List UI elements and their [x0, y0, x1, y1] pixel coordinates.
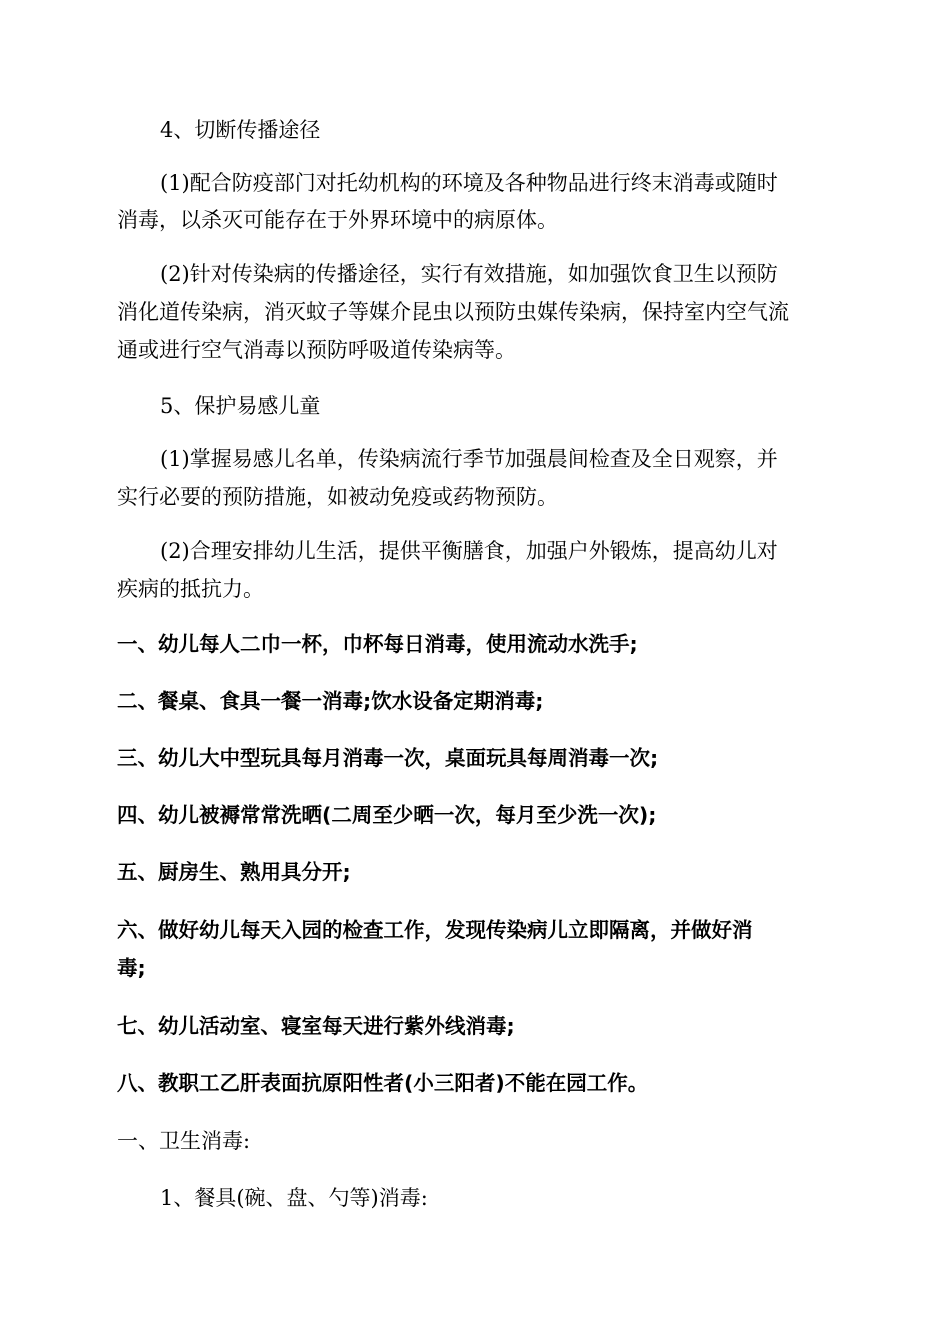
paragraph-line: 消毒，以杀灭可能存在于外界环境中的病原体。	[117, 208, 558, 232]
paragraph-line: (2)针对传染病的传播途径，实行有效措施，如加强饮食卫生以预防	[160, 262, 778, 286]
rule-item: 二、餐桌、食具一餐一消毒;饮水设备定期消毒;	[117, 689, 544, 713]
rule-item: 三、幼儿大中型玩具每月消毒一次，桌面玩具每周消毒一次;	[117, 746, 659, 770]
paragraph-line: (2)合理安排幼儿生活，提供平衡膳食，加强户外锻炼，提高幼儿对	[160, 539, 778, 563]
rule-item: 八、教职工乙肝表面抗原阳性者(小三阳者)不能在园工作。	[117, 1071, 649, 1095]
paragraph-line: 通或进行空气消毒以预防呼吸道传染病等。	[117, 338, 516, 362]
paragraph-line: 实行必要的预防措施，如被动免疫或药物预防。	[117, 485, 558, 509]
rule-item: 五、厨房生、熟用具分开;	[117, 860, 351, 884]
section-heading: 一、卫生消毒:	[117, 1129, 251, 1153]
paragraph-line: (1)掌握易感儿名单，传染病流行季节加强晨间检查及全日观察，并	[160, 447, 778, 471]
rule-item: 一、幼儿每人二巾一杯，巾杯每日消毒，使用流动水洗手;	[117, 632, 638, 656]
rule-item: 七、幼儿活动室、寝室每天进行紫外线消毒;	[117, 1014, 515, 1038]
section-heading: 5、保护易感儿童	[160, 394, 321, 418]
paragraph-line: 疾病的抵抗力。	[117, 577, 264, 601]
rule-item-continuation: 毒;	[117, 956, 146, 980]
section-heading: 4、切断传播途径	[160, 118, 321, 142]
paragraph-line: (1)配合防疫部门对托幼机构的环境及各种物品进行终末消毒或随时	[160, 171, 778, 195]
rule-item: 六、做好幼儿每天入园的检查工作，发现传染病儿立即隔离，并做好消	[117, 918, 753, 942]
subsection-heading: 1、餐具(碗、盘、勺等)消毒:	[160, 1186, 428, 1210]
paragraph-line: 消化道传染病，消灭蚊子等媒介昆虫以预防虫媒传染病，保持室内空气流	[117, 300, 789, 324]
rule-item: 四、幼儿被褥常常洗晒(二周至少晒一次，每月至少洗一次);	[117, 803, 657, 827]
